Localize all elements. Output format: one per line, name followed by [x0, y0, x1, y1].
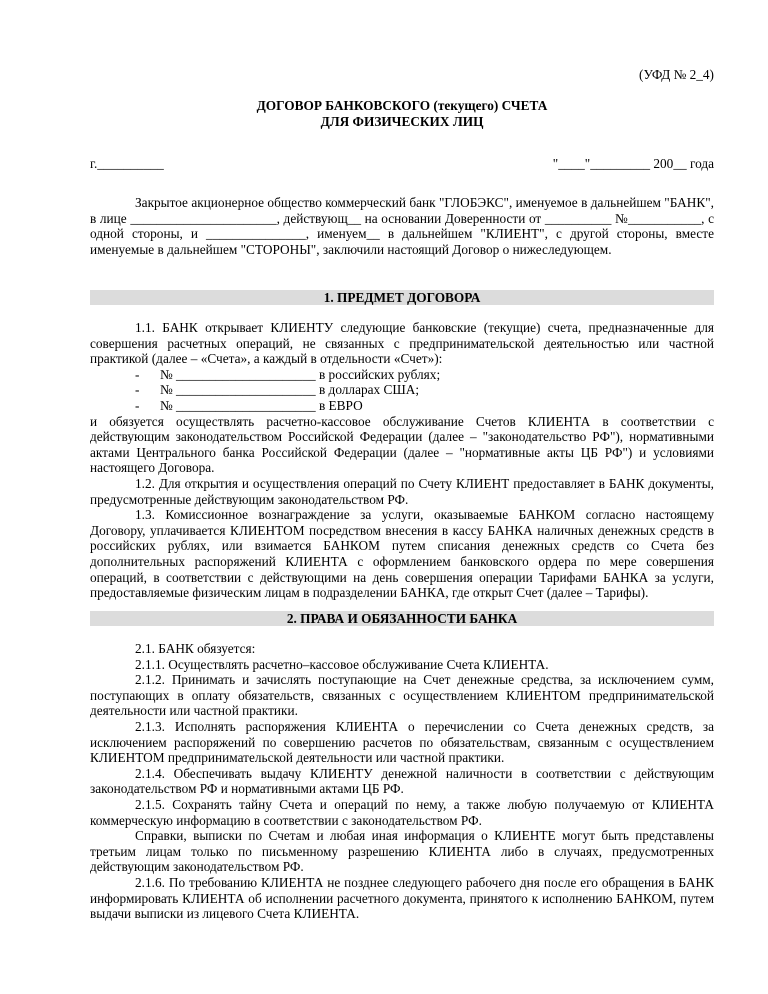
city-field: г.__________ — [90, 156, 164, 171]
form-code: (УФД № 2_4) — [639, 67, 714, 82]
section-2-heading: 2. ПРАВА И ОБЯЗАННОСТИ БАНКА — [90, 611, 714, 626]
date-field: "____"_________ 200__ года — [552, 156, 714, 171]
clause-1-1: 1.1. БАНК открывает КЛИЕНТУ следующие банковские (текущие) счета, предназначенные для совершения расчетных операций, не связанных с предпринимательской деятельностью или частной практикой (далее – «Счета», а каждый в отдельности «Счет»): — [90, 320, 714, 367]
clause-1-3: 1.3. Комиссионное вознаграждение за услуги, оказываемые БАНКОМ согласно настоящему Договору, уплачивается КЛИЕНТОМ посредством внесения в кассу БАНКА наличных денежных средств в российских рублях, или взимается БАНКОМ путем списания денежных средств со Счета без дополнительных распоряжений КЛИЕНТА с оформлением банковского ордера по мере совершения операций, в соответствии с действующими на день совершения операции Тарифами БАНКА за услуги, предоставляемые физическим лицам в подразделении БАНКА, где открыт Счет (далее – Тарифы). — [90, 507, 714, 601]
clause-2-1-1: 2.1.1. Осуществлять расчетно–кассовое обслуживание Счета КЛИЕНТА. — [135, 656, 549, 672]
account-line-usd: - № _____________________ в долларах США; — [135, 382, 420, 398]
account-line-eur: - № _____________________ в ЕВРО — [135, 397, 363, 413]
document-title — [90, 98, 714, 130]
section-2-body — [90, 641, 714, 922]
clause-2-1-4: 2.1.4. Обеспечивать выдачу КЛИЕНТУ денежной наличности в соответствии с действующим законодательством РФ и нормативными актами ЦБ РФ. — [90, 765, 714, 797]
section-1-heading: 1. ПРЕДМЕТ ДОГОВОРА — [90, 290, 714, 305]
preamble-block — [90, 195, 714, 257]
clause-2-1-6: 2.1.6. По требованию КЛИЕНТА не позднее следующего рабочего дня после его обращения в БАНК информировать КЛИЕНТА об исполнении расчетного документа, принятого к исполнению БАНКОМ, путем выдачи выписки из лицевого Счета КЛИЕНТА. — [90, 874, 714, 922]
clause-2-1-5: 2.1.5. Сохранять тайну Счета и операций по нему, а также любую получаемую от КЛИЕНТА коммерческую информацию в соответствии с законодательством РФ. — [90, 796, 714, 828]
title-line-2: ДЛЯ ФИЗИЧЕСКИХ ЛИЦ — [320, 114, 484, 129]
title-line-1: ДОГОВОР БАНКОВСКОГО (текущего) СЧЕТА — [256, 98, 548, 113]
section-1-body — [90, 320, 714, 601]
clause-2-1-2: 2.1.2. Принимать и зачислять поступающие на Счет денежные средства, за исключением сумм, поступающих в оплату обязательств, связанных с осуществлением КЛИЕНТОМ предпринимательской деятельности или частной практики. — [90, 672, 714, 719]
clause-2-1-3: 2.1.3. Исполнять распоряжения КЛИЕНТА о перечислении со Счета денежных средств, за исключением распоряжений по совершению расчетов по обязательствам, связанным с осуществлением КЛИЕНТОМ предпринимательской деятельности или частной практики. — [90, 718, 714, 766]
preamble-paragraph: Закрытое акционерное общество коммерческий банк "ГЛОБЭКС", именуемое в дальнейшем "БАНК", в лице ______________________, действующ__ на основании Доверенности от __________ №___________, с одной стороны, и _______________, именуем__ в дальнейшем "КЛИЕНТ", с другой стороны, вместе именуемые в дальнейшем "СТОРОНЫ", заключили настоящий Договор о нижеследующем. — [90, 195, 714, 257]
clause-2-1: 2.1. БАНК обязуется: — [135, 641, 256, 656]
clause-1-2: 1.2. Для открытия и осуществления операций по Счету КЛИЕНТ предоставляет в БАНК документы, предусмотренные действующим законодательством РФ. — [90, 475, 714, 507]
clause-1-1-continuation: и обязуется осуществлять расчетно-кассовое обслуживание Счетов КЛИЕНТА в соответствии с действующим законодательством Российской Федерации (далее – "законодательство РФ"), нормативными актами Центрального банка Российской Федерации (далее – "нормативные акты ЦБ РФ") и условиями настоящего Договора. — [90, 413, 714, 476]
account-line-rub: - № _____________________ в российских рублях; — [135, 366, 441, 382]
clause-2-1-5-note: Справки, выписки по Счетам и любая иная информация о КЛИЕНТЕ могут быть представлены третьим лицам только по письменному разрешению КЛИЕНТА либо в случаях, предусмотренных действующим законодательством РФ. — [90, 828, 714, 875]
